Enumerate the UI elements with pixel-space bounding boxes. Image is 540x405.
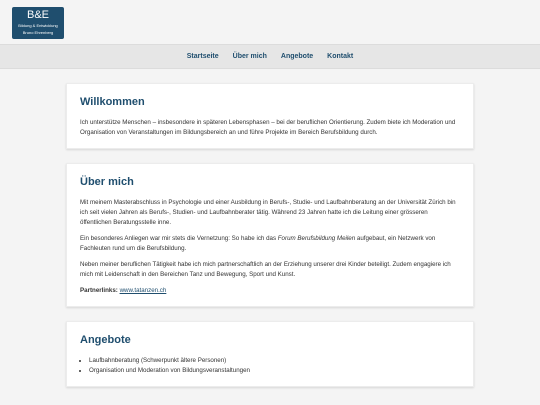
paragraph: Mit meinem Masterabschluss in Psychologie und einer Ausbildung in Berufs-, Studie- und Laufbahnberatung an der Universität Zürich bin ich seit vielen Jahren als Berufs-, Studien- und Laufbahnberater tätig. Während 23 Jahren hatte ich die Leitung einer grösseren öffentlichen Beratungsstelle inne. [80,199,456,226]
paragraph-text: aufgebaut, ein Netzwerk von Fachleuten rund um die Berufsbildung. [80,235,436,252]
site-header [0,0,540,44]
partner-links [80,286,460,296]
list-item: • Laufbahnberatung (Schwerpunkt ältere Personen) [89,356,460,366]
main-content [0,69,540,387]
angebote-section [66,321,474,387]
nav-item-angebote[interactable]: Angebote [280,53,314,60]
ueber-mich-section [66,163,474,307]
forum-name: Forum Berufsbildung Meilen [277,235,356,242]
section-text: Ich unterstütze Menschen – insbesondere in späteren Lebensphasen – bei der beruflichen Orientierung. Zudem biete ich Moderation und Organisation von Veranstaltungen im Bildungsbereich an und führe Projekte im Bereich Berufsbildung durch. [80,119,456,136]
nav-item-startseite[interactable]: Startseite [186,53,219,60]
section-heading: Über mich [80,176,134,188]
willkommen-section [66,83,474,149]
paragraph [80,234,460,254]
logo-name: Bruno Ehrenberg [22,30,54,35]
logo-title: B&E [26,9,49,21]
partner-links-label: Partnerlinks: [80,287,118,294]
list-item: • Organisation und Moderation von Bildungsveranstaltungen [89,366,460,376]
paragraph-text: Ein besonderes Anliegen war mir stets die Vernetzung: So habe ich das [80,235,278,242]
site-logo[interactable] [12,7,64,39]
section-heading: Angebote [80,334,131,346]
nav-item-ueber-mich[interactable]: Über mich [232,53,267,60]
angebote-list [80,356,460,376]
paragraph: Neben meiner beruflichen Tätigkeit habe ich mich partnerschaftlich an der Erziehung unserer drei Kinder beteiligt. Zudem engagiere ich mich mit Leidenschaft in den Bereichen Tanz und Bewegung, Sport und Kunst. [80,261,451,278]
section-heading: Willkommen [80,96,145,108]
nav-item-kontakt[interactable]: Kontakt [327,53,354,60]
partner-link[interactable]: www.tatanzen.ch [119,287,167,294]
logo-subtitle: Bildung & Entwicklung [18,23,58,28]
main-nav [0,44,540,69]
